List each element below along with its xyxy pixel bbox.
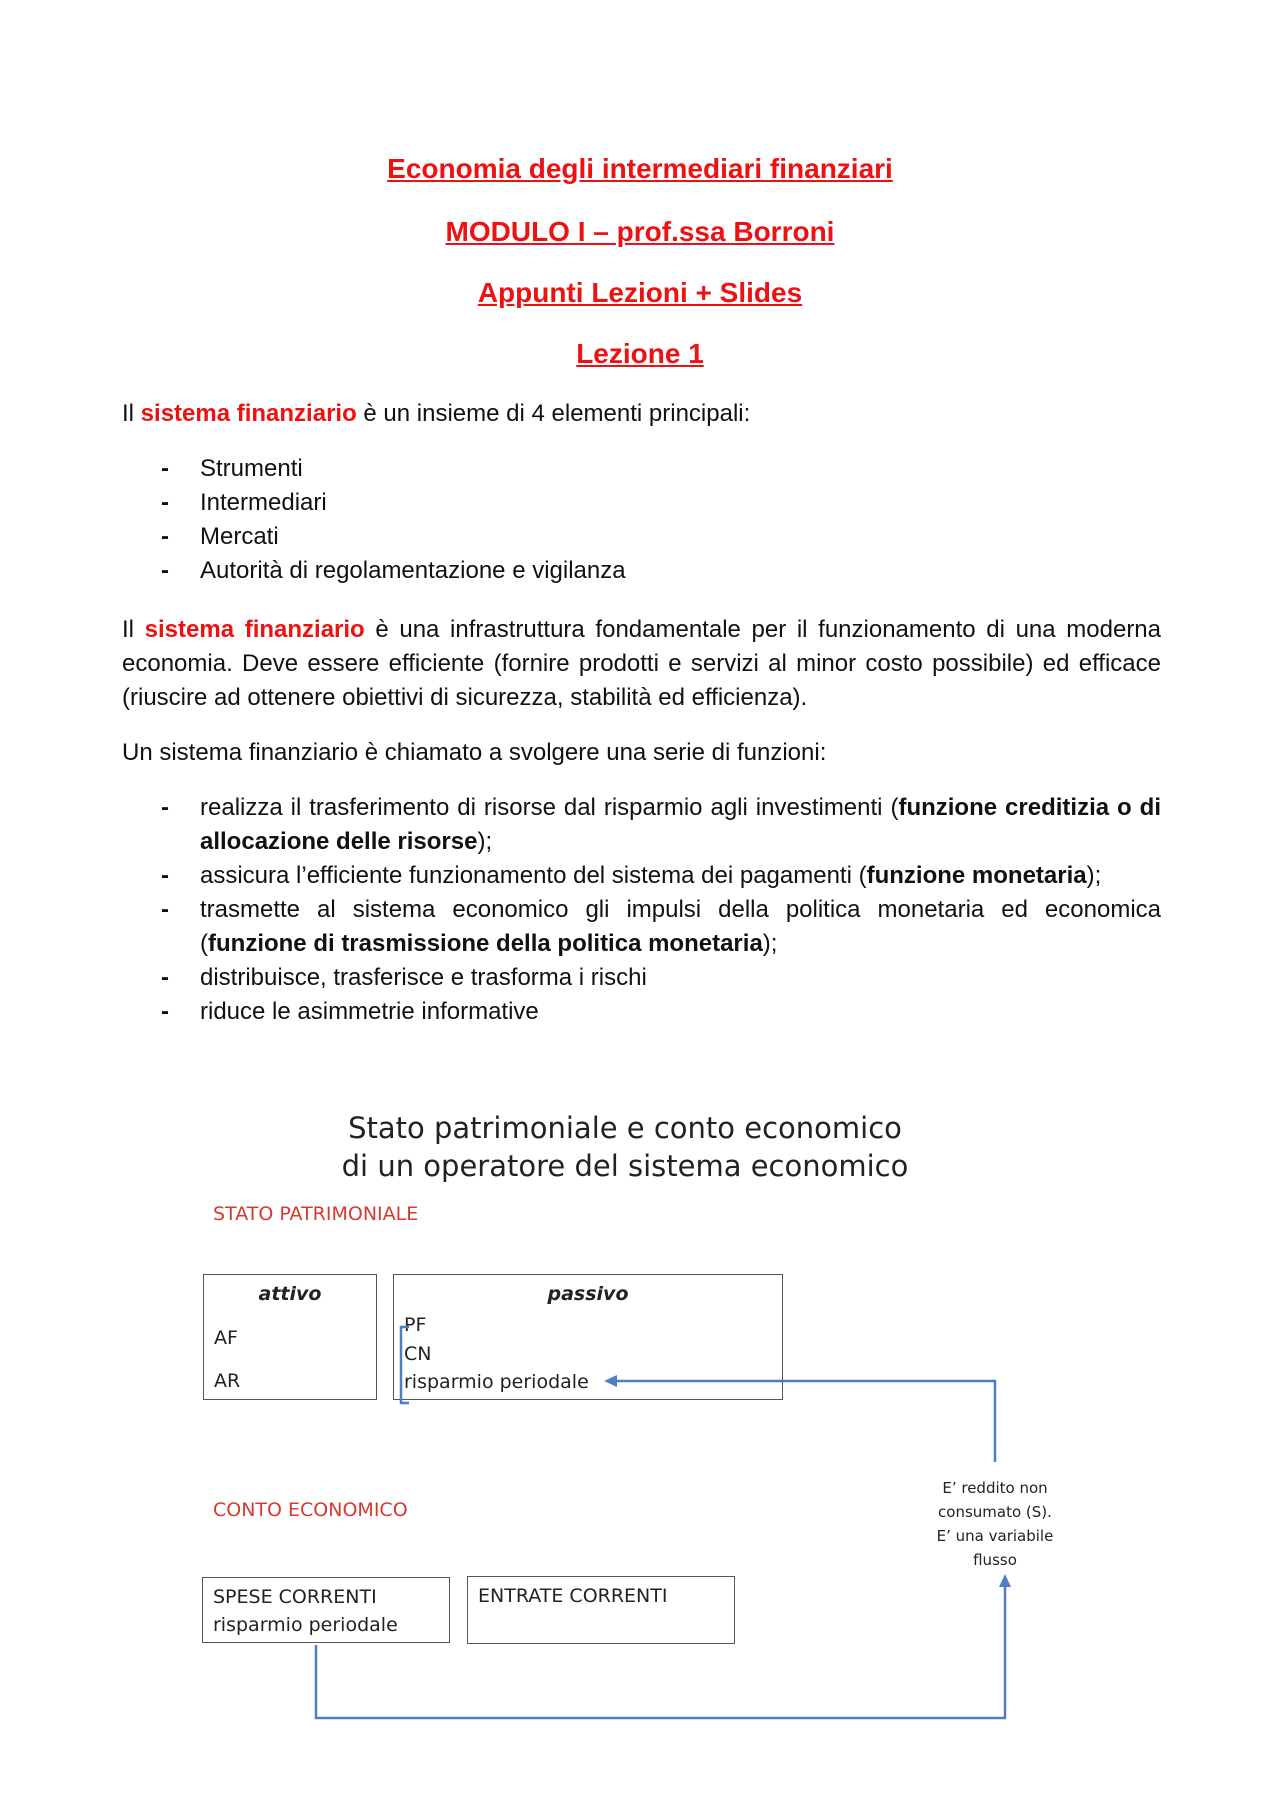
income-statement-label: CONTO ECONOMICO <box>213 1499 408 1521</box>
list-item <box>0 893 1161 961</box>
figure-title-line2: di un operatore del sistema economico <box>341 1149 909 1183</box>
expenses-line2: risparmio periodale <box>213 1614 398 1636</box>
paragraph-prefix: Il <box>122 616 145 643</box>
flow-arrows <box>0 1100 1280 1740</box>
arrowhead-up-icon <box>999 1574 1011 1587</box>
function-text: realizza il trasferimento di risorse dal risparmio agli investimenti ( <box>200 794 899 821</box>
liabilities-item-cn: CN <box>404 1343 432 1365</box>
figure-title-line1: Stato patrimoniale e conto economico <box>348 1111 902 1145</box>
function-text: assicura l’efficiente funzionamento del sistema dei pagamenti ( <box>200 862 867 889</box>
assets-item-af: AF <box>214 1327 238 1349</box>
revenues-line1: ENTRATE CORRENTI <box>478 1585 668 1607</box>
function-tail: ); <box>762 930 778 957</box>
list-item-text: Mercati <box>200 523 279 550</box>
liabilities-item-pf: PF <box>404 1314 427 1336</box>
intro-prefix: Il <box>122 400 141 427</box>
dash-marker: - <box>161 862 169 889</box>
function-name: funzione creditizia o di allocazione delle risorse <box>200 794 1161 855</box>
liabilities-item-savings: risparmio periodale <box>404 1371 589 1393</box>
function-tail: ); <box>1086 862 1102 889</box>
function-name: funzione di trasmissione della politica monetaria <box>208 930 763 957</box>
expenses-line1: SPESE CORRENTI <box>213 1586 377 1608</box>
dash-marker: - <box>161 794 169 821</box>
functions-intro-paragraph: Un sistema finanziario è chiamato a svolgere una serie di funzioni: <box>122 739 827 766</box>
function-text: distribuisce, trasferisce e trasforma i rischi <box>200 964 647 991</box>
paragraph-term: sistema finanziario <box>144 616 365 643</box>
bracket-connector <box>401 1327 409 1403</box>
note-line: E’ una variabile <box>936 1527 1054 1545</box>
balance-sheet-figure <box>0 1100 1280 1740</box>
list-item <box>0 452 1161 486</box>
list-item <box>0 554 1161 588</box>
function-tail: ); <box>477 828 493 855</box>
liabilities-header: passivo <box>547 1283 629 1305</box>
list-item <box>0 791 1161 859</box>
dash-marker: - <box>161 998 169 1025</box>
note-line: E’ reddito non <box>942 1479 1048 1497</box>
assets-item-ar: AR <box>214 1370 241 1392</box>
module-title: MODULO I – prof.ssa Borroni <box>445 216 835 247</box>
list-item <box>0 486 1161 520</box>
function-text: riduce le asimmetrie informative <box>200 998 539 1025</box>
dash-marker: - <box>161 523 169 550</box>
intro-rest: è un insieme di 4 elementi principali: <box>356 400 751 427</box>
balance-sheet-label: STATO PATRIMONIALE <box>213 1203 419 1225</box>
income-to-note-arrow <box>316 1582 1005 1718</box>
note-line: consumato (S). <box>938 1503 1052 1521</box>
dash-marker: - <box>161 489 169 516</box>
course-title: Economia degli intermediari finanziari <box>387 153 893 184</box>
list-item-text: Strumenti <box>200 455 303 482</box>
intro-paragraph <box>122 397 1161 431</box>
dash-marker: - <box>161 455 169 482</box>
list-item <box>0 961 1161 995</box>
dash-marker: - <box>161 557 169 584</box>
functions-list <box>0 791 1161 1029</box>
arrowhead-left-icon <box>604 1375 617 1387</box>
lesson-title: Lezione 1 <box>576 338 704 369</box>
notes-subtitle: Appunti Lezioni + Slides <box>477 277 803 308</box>
list-item <box>0 859 1161 893</box>
list-item <box>0 995 1161 1029</box>
dash-marker: - <box>161 964 169 991</box>
list-item-text: Intermediari <box>200 489 327 516</box>
list-item-text: Autorità di regolamentazione e vigilanza <box>200 557 626 584</box>
paragraph-rest: è una infrastruttura fondamentale per il funzionamento di una moderna economia. Deve essere efficiente (fornire prodotti e servizi al minor costo possibile) ed efficace (riuscire ad ottenere obiettivi di sicurezza, stabilità ed efficienza). <box>122 616 1162 711</box>
savings-to-balance-arrow <box>612 1381 995 1462</box>
system-definition-paragraph <box>122 613 1161 715</box>
dash-marker: - <box>161 896 169 923</box>
intro-term: sistema finanziario <box>140 400 357 427</box>
function-text: trasmette al sistema economico gli impulsi della politica monetaria ed economica ( <box>200 896 1161 957</box>
list-item <box>0 520 1161 554</box>
function-name: funzione monetaria <box>866 862 1087 889</box>
elements-list <box>0 452 1161 588</box>
note-line: flusso <box>973 1551 1017 1569</box>
assets-header: attivo <box>258 1283 322 1305</box>
